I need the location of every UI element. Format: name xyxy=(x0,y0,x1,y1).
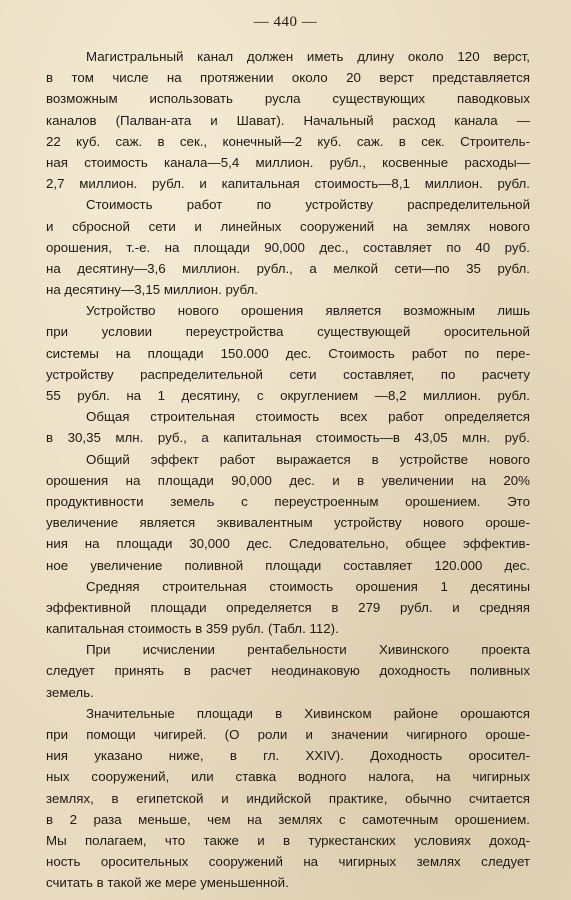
paragraph xyxy=(46,300,530,406)
text-line: ность оросительных сооружений на чигирных землях следует xyxy=(46,854,530,870)
text-line: на десятину—3,15 миллион. рубл. xyxy=(46,282,258,298)
text-line: 2,7 миллион. рубл. и капитальная стоимость—8,1 миллион. рубл. xyxy=(46,176,530,192)
text-line: и сбросной сети и линейных сооружений на землях нового xyxy=(46,218,530,234)
text-line: считать в такой же мере уменьшенной. xyxy=(46,875,289,891)
text-line: 22 куб. саж. в сек., конечный—2 куб. саж. в сек. Строитель- xyxy=(46,133,530,149)
paragraph xyxy=(46,46,530,194)
text-line: возможным использовать русла существующих паводковых xyxy=(46,91,530,107)
text-line: в 30,35 млн. руб., а капитальная стоимость—в 43,05 млн. руб. xyxy=(46,430,530,446)
text-line: ния указано ниже, в гл. XXIV). Доходность оросител- xyxy=(46,748,530,764)
text-line: Магистральный канал должен иметь длину около 120 верст, xyxy=(86,49,530,64)
paragraph xyxy=(46,194,530,300)
body-text xyxy=(46,46,530,894)
text-line: на десятину—3,6 миллион. рубл., а мелкой сети—по 35 рубл. xyxy=(46,260,530,276)
text-line: земель. xyxy=(46,684,94,700)
text-line: 55 рубл. на 1 десятину, с округлением —8,2 миллион. рубл. xyxy=(46,388,530,403)
text-line: Устройство нового орошения является возможным лишь xyxy=(86,303,530,319)
text-line: капитальная стоимость в 359 рубл. (Табл. 112). xyxy=(46,621,339,637)
text-line: ния на площади 30,000 дес. Следовательно, общее эффектив- xyxy=(46,536,530,552)
text-line: орошения на площади 90,000 дес. и в увеличении на 20% xyxy=(46,472,530,488)
text-line: ное увеличение поливной площади составляет 120.000 дес. xyxy=(46,557,530,573)
text-line: ная стоимость канала—5,4 миллион. рубл., косвенные расходы— xyxy=(46,154,530,170)
text-line: при условии переустройства существующей оросительной xyxy=(46,324,530,340)
text-line: эффективной площади определяется в 279 рубл. и средняя xyxy=(46,599,530,615)
text-line: Мы полагаем, что также и в туркестанских условиях доход- xyxy=(46,832,530,848)
text-line: увеличение является эквивалентным устройству нового ороше- xyxy=(46,515,530,531)
text-line: следует принять в расчет неодинаковую доходность поливных xyxy=(46,663,530,679)
paragraph xyxy=(46,449,530,576)
text-line: ных сооружений, или ставка водного налога, на чигирных xyxy=(46,769,530,785)
paragraph xyxy=(46,639,530,703)
text-line: Средняя строительная стоимость орошения 1 десятины xyxy=(86,578,530,594)
text-line: Стоимость работ по устройству распределительной xyxy=(86,197,530,213)
paragraph xyxy=(46,703,530,894)
page-number: — 440 — xyxy=(253,14,318,30)
text-line: При исчислении рентабельности Хивинского проекта xyxy=(86,642,530,658)
text-line: продуктивности земель с переустроенным орошением. Это xyxy=(46,493,530,509)
text-line: в 2 раза меньше, чем на землях с самотечным орошением. xyxy=(46,811,530,827)
text-line: Общая строительная стоимость всех работ определяется xyxy=(86,409,530,425)
text-line: при помощи чигирей. (О роли и значении чигирного ороше- xyxy=(46,727,530,742)
text-line: землях, в египетской и индийской практике, обычно считается xyxy=(46,790,530,806)
text-line: системы на площади 150.000 дес. Стоимость работ по пере- xyxy=(46,345,530,361)
text-line: Значительные площади в Хивинском районе орошаются xyxy=(86,705,530,721)
paragraph xyxy=(46,576,530,640)
text-line: в том числе на протяжении около 20 верст представляется xyxy=(46,70,530,86)
text-line: каналов (Палван-ата и Шават). Начальный расход канала — xyxy=(46,112,530,128)
paragraph xyxy=(46,406,530,448)
text-line: устройству распределительной сети составляет, по расчету xyxy=(46,366,530,382)
text-line: Общий эффект работ выражается в устройстве нового xyxy=(86,451,530,467)
text-line: орошения, т.-е. на площади 90,000 дес., составляет по 40 руб. xyxy=(46,239,530,255)
